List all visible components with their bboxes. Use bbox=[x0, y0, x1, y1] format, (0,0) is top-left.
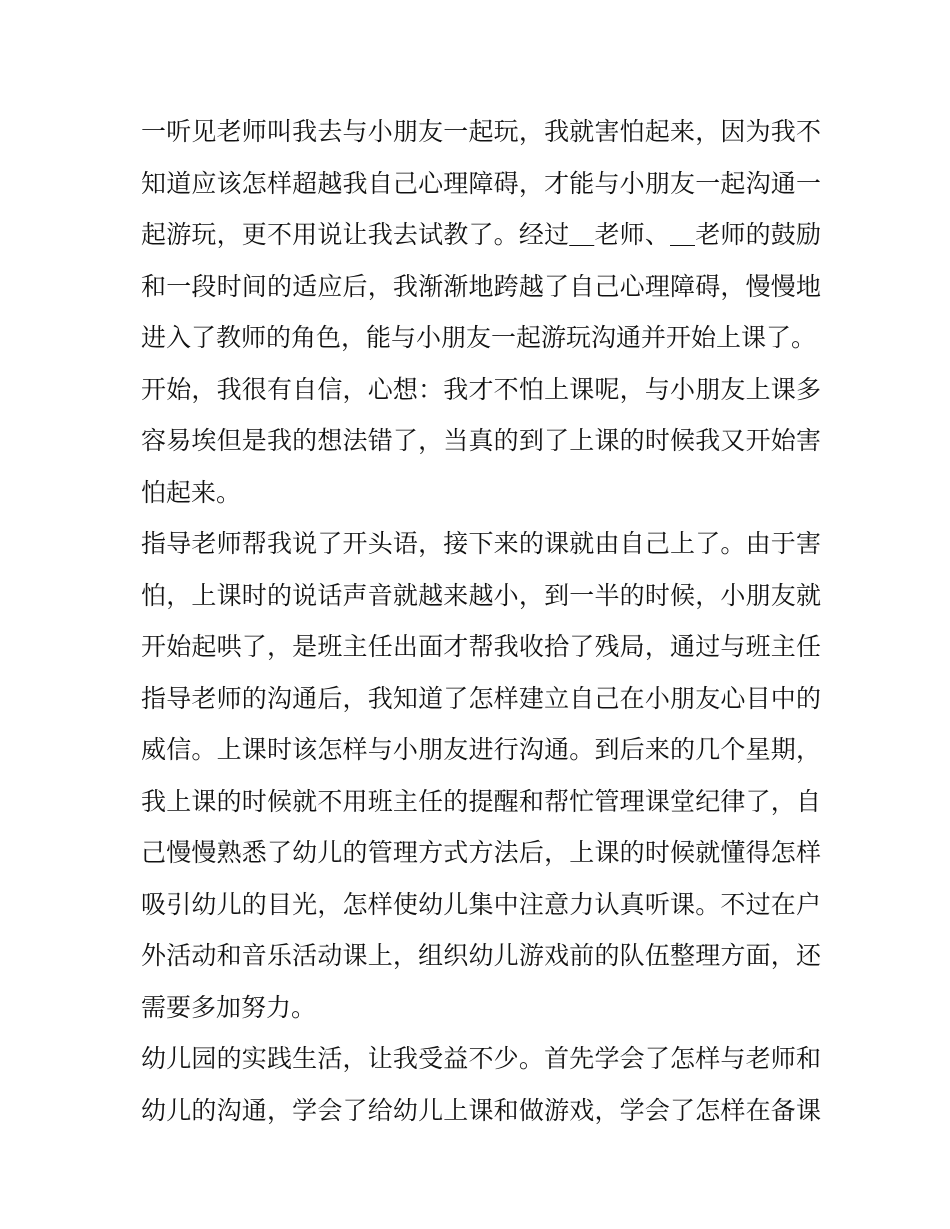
text-line: 指导老师的沟通后，我知道了怎样建立自己在小朋友心目中的 bbox=[141, 683, 821, 713]
text-line: 开始起哄了，是班主任出面才帮我收拾了残局，通过与班主任 bbox=[141, 632, 821, 661]
text-line: 指导老师帮我说了开头语，接下来的课就由自己上了。由于害 bbox=[141, 529, 821, 558]
text-line: 怕起来。 bbox=[141, 477, 242, 507]
text-line: 吸引幼儿的目光，怎样使幼儿集中注意力认真听课。不过在户 bbox=[141, 889, 821, 919]
text-line: 和一段时间的适应后，我渐渐地跨越了自己心理障碍，慢慢地 bbox=[141, 271, 821, 301]
text-line: 我上课的时候就不用班主任的提醒和帮忙管理课堂纪律了，自 bbox=[141, 786, 821, 816]
text-line: 己慢慢熟悉了幼儿的管理方式方法后，上课的时候就懂得怎样 bbox=[141, 838, 821, 867]
text-line: 幼儿的沟通，学会了给幼儿上课和做游戏，学会了怎样在备课 bbox=[141, 1095, 821, 1125]
text-line: 怕，上课时的说话声音就越来越小，到一半的时候，小朋友就 bbox=[141, 580, 821, 610]
text-line: 进入了教师的角色，能与小朋友一起游玩沟通并开始上课了。 bbox=[141, 323, 817, 352]
text-line: 知道应该怎样超越我自己心理障碍，才能与小朋友一起沟通一 bbox=[141, 168, 821, 198]
text-line: 威信。上课时该怎样与小朋友进行沟通。到后来的几个星期， bbox=[141, 735, 821, 764]
text-line: 外活动和音乐活动课上，组织幼儿游戏前的队伍整理方面，还 bbox=[141, 941, 821, 970]
text-line: 一听见老师叫我去与小朋友一起玩，我就害怕起来，因为我不 bbox=[141, 117, 821, 146]
document-body-text bbox=[141, 106, 821, 1136]
text-line: 起游玩，更不用说让我去试教了。经过＿老师、＿老师的鼓励 bbox=[141, 220, 821, 249]
text-line: 容易埃但是我的想法错了，当真的到了上课的时候我又开始害 bbox=[141, 426, 821, 455]
text-line: 需要多加努力。 bbox=[141, 992, 317, 1022]
text-line: 幼儿园的实践生活，让我受益不少。首先学会了怎样与老师和 bbox=[141, 1044, 821, 1073]
text-line: 开始，我很有自信，心想：我才不怕上课呢，与小朋友上课多 bbox=[141, 374, 821, 404]
